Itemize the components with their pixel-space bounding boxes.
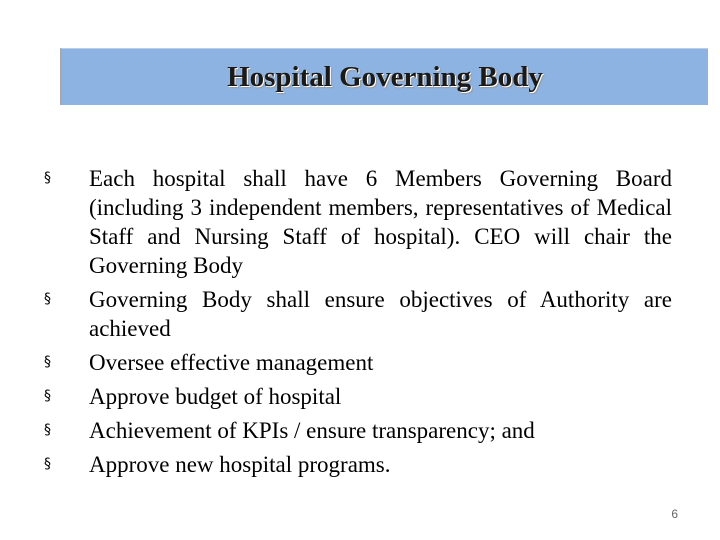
bullet-text: Oversee effective management <box>89 350 374 375</box>
page-number: 6 <box>671 507 678 521</box>
bullet-marker-icon: § <box>44 388 51 404</box>
bullet-item <box>44 416 672 445</box>
bullet-item <box>44 348 672 377</box>
bullet-marker-icon: § <box>44 422 51 438</box>
bullet-marker-icon: § <box>44 170 51 186</box>
slide-title: Hospital Governing Body <box>227 61 543 93</box>
bullet-text: Each hospital shall have 6 Members Governing Board (including 3 independent members, representatives of Medical Staff and Nursing Staff of hospital). CEO will chair the Governing Body <box>89 166 672 278</box>
bullet-item <box>44 285 672 343</box>
bullet-marker-icon: § <box>44 456 51 472</box>
bullet-text: Achievement of KPIs / ensure transparency; and <box>89 418 535 443</box>
bullet-item <box>44 164 672 280</box>
bullet-item <box>44 450 672 479</box>
bullet-list <box>44 164 684 479</box>
bullet-text: Approve new hospital programs. <box>89 452 391 477</box>
bullet-marker-icon: § <box>44 354 51 370</box>
bullet-marker-icon: § <box>44 291 51 307</box>
title-bar <box>60 48 708 105</box>
bullet-item <box>44 382 672 411</box>
bullet-text: Approve budget of hospital <box>89 384 342 409</box>
bullet-text: Governing Body shall ensure objectives of Authority are achieved <box>89 287 672 341</box>
